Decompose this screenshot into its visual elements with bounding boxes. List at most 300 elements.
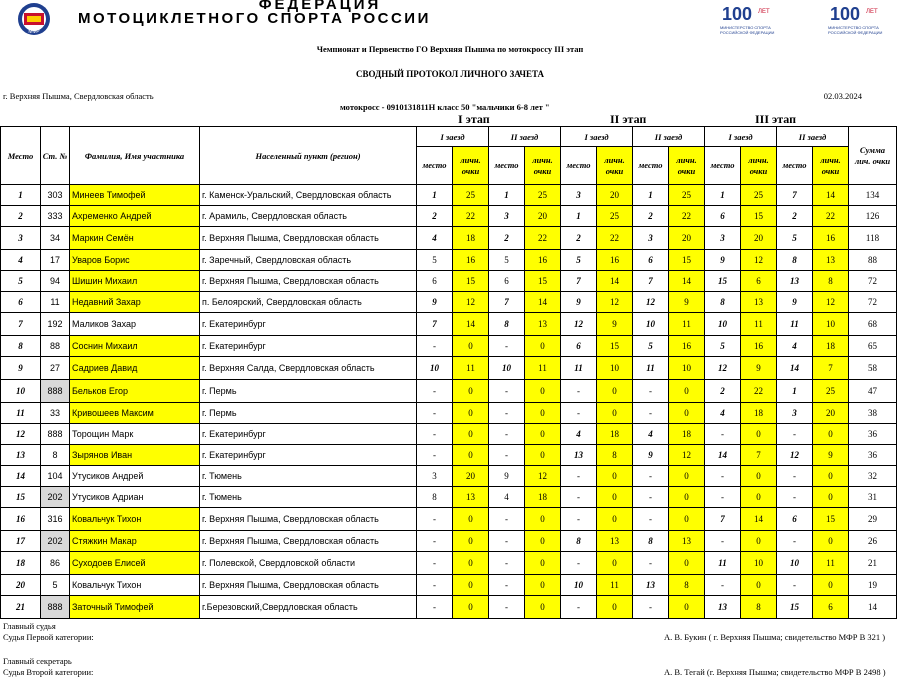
points-cell: 12: [597, 292, 633, 313]
col-name: Фамилия, Имя участника: [70, 127, 200, 185]
race-place-cell: -: [561, 596, 597, 619]
points-cell: 9: [669, 292, 705, 313]
col-s3-race1: I заезд: [705, 127, 777, 147]
points-cell: 15: [525, 271, 561, 292]
name-cell: Садриев Давид: [70, 357, 200, 380]
city-cell: г. Полевской, Свердловской области: [200, 552, 417, 575]
race-place-cell: 2: [633, 206, 669, 227]
table-row: [1, 508, 897, 531]
points-cell: 8: [813, 271, 849, 292]
points-cell: 16: [669, 336, 705, 357]
number-cell: 17: [41, 250, 70, 271]
place-cell: 5: [1, 271, 41, 292]
table-row: [1, 403, 897, 424]
points-cell: 0: [741, 466, 777, 487]
points-cell: 8: [741, 596, 777, 619]
race-place-cell: 12: [561, 313, 597, 336]
place-cell: 11: [1, 403, 41, 424]
race-place-cell: 13: [633, 575, 669, 596]
total-cell: 65: [849, 336, 897, 357]
points-cell: 14: [453, 313, 489, 336]
stage-3-label: III этап: [755, 112, 796, 126]
race-place-cell: -: [489, 552, 525, 575]
name-cell: Заточный Тимофей: [70, 596, 200, 619]
points-cell: 25: [597, 206, 633, 227]
col-place-short: место: [633, 147, 669, 185]
points-cell: 0: [453, 336, 489, 357]
total-cell: 29: [849, 508, 897, 531]
name-cell: Соснин Михаил: [70, 336, 200, 357]
race-place-cell: -: [633, 466, 669, 487]
race-place-cell: -: [417, 552, 453, 575]
total-cell: 19: [849, 575, 897, 596]
race-place-cell: 9: [561, 292, 597, 313]
name-cell: Стяжкин Макар: [70, 531, 200, 552]
race-place-cell: 8: [633, 531, 669, 552]
race-place-cell: -: [417, 531, 453, 552]
points-cell: 9: [813, 445, 849, 466]
number-cell: 27: [41, 357, 70, 380]
points-cell: 18: [525, 487, 561, 508]
points-cell: 0: [525, 424, 561, 445]
race-place-cell: -: [561, 552, 597, 575]
race-place-cell: -: [705, 424, 741, 445]
race-place-cell: -: [489, 596, 525, 619]
race-place-cell: 7: [489, 292, 525, 313]
race-place-cell: 6: [489, 271, 525, 292]
col-place-short: место: [777, 147, 813, 185]
table-row: [1, 575, 897, 596]
race-place-cell: 14: [777, 357, 813, 380]
number-cell: 888: [41, 380, 70, 403]
race-place-cell: 4: [705, 403, 741, 424]
points-cell: 11: [741, 313, 777, 336]
points-cell: 13: [741, 292, 777, 313]
place-cell: 4: [1, 250, 41, 271]
table-row: [1, 531, 897, 552]
points-cell: 8: [597, 445, 633, 466]
number-cell: 192: [41, 313, 70, 336]
points-cell: 0: [525, 596, 561, 619]
points-cell: 12: [669, 445, 705, 466]
place-cell: 3: [1, 227, 41, 250]
city-cell: г. Верхняя Пышма, Свердловская область: [200, 575, 417, 596]
points-cell: 20: [669, 227, 705, 250]
points-cell: 7: [813, 357, 849, 380]
place-cell: 18: [1, 552, 41, 575]
race-place-cell: 1: [489, 185, 525, 206]
table-row: [1, 206, 897, 227]
col-points: личн. очки: [813, 147, 849, 185]
judge-name: А. В. Букин ( г. Верхняя Пышма; свидетельство МФР В 321 ): [664, 632, 886, 642]
race-place-cell: 11: [705, 552, 741, 575]
race-place-cell: -: [489, 336, 525, 357]
city-cell: г. Пермь: [200, 380, 417, 403]
city-cell: г. Верхняя Салда, Свердловская область: [200, 357, 417, 380]
judge-category: Судья Первой категории:: [3, 632, 94, 642]
name-cell: Ковальчук Тихон: [70, 575, 200, 596]
points-cell: 13: [813, 250, 849, 271]
city-cell: г. Екатеринбург: [200, 445, 417, 466]
total-cell: 36: [849, 424, 897, 445]
place-cell: 7: [1, 313, 41, 336]
race-place-cell: 2: [561, 227, 597, 250]
points-cell: 14: [669, 271, 705, 292]
race-place-cell: 1: [561, 206, 597, 227]
total-cell: 68: [849, 313, 897, 336]
table-row: [1, 313, 897, 336]
points-cell: 25: [813, 380, 849, 403]
svg-text:ЛЕТ: ЛЕТ: [758, 9, 770, 15]
race-place-cell: -: [417, 575, 453, 596]
points-cell: 0: [741, 487, 777, 508]
points-cell: 14: [741, 508, 777, 531]
points-cell: 0: [669, 508, 705, 531]
points-cell: 14: [813, 185, 849, 206]
secretary-name: А. В. Тегай (г. Верхняя Пышма; свидетельство МФР В 2498 ): [664, 667, 886, 677]
race-place-cell: -: [777, 575, 813, 596]
race-place-cell: -: [489, 445, 525, 466]
points-cell: 11: [453, 357, 489, 380]
race-place-cell: 4: [417, 227, 453, 250]
points-cell: 0: [813, 487, 849, 508]
number-cell: 34: [41, 227, 70, 250]
place-cell: 14: [1, 466, 41, 487]
race-place-cell: -: [489, 531, 525, 552]
points-cell: 10: [741, 552, 777, 575]
race-place-cell: 12: [633, 292, 669, 313]
race-place-cell: 9: [705, 250, 741, 271]
race-place-cell: 2: [777, 206, 813, 227]
points-cell: 11: [597, 575, 633, 596]
event-location: г. Верхняя Пышма, Свердловская область: [3, 91, 154, 101]
points-cell: 0: [525, 552, 561, 575]
svg-text:100: 100: [830, 4, 861, 24]
points-cell: 22: [453, 206, 489, 227]
col-points: личн. очки: [525, 147, 561, 185]
race-place-cell: 3: [489, 206, 525, 227]
points-cell: 11: [669, 313, 705, 336]
race-place-cell: -: [417, 508, 453, 531]
total-cell: 118: [849, 227, 897, 250]
name-cell: Суходоев Елисей: [70, 552, 200, 575]
points-cell: 22: [525, 227, 561, 250]
table-row: [1, 424, 897, 445]
points-cell: 6: [741, 271, 777, 292]
city-cell: г. Екатеринбург: [200, 313, 417, 336]
race-place-cell: 8: [777, 250, 813, 271]
city-cell: г. Верхняя Пышма, Свердловская область: [200, 227, 417, 250]
points-cell: 0: [597, 596, 633, 619]
race-place-cell: 6: [705, 206, 741, 227]
race-place-cell: 8: [417, 487, 453, 508]
race-place-cell: 10: [633, 313, 669, 336]
race-place-cell: 5: [489, 250, 525, 271]
points-cell: 18: [741, 403, 777, 424]
col-points: личн. очки: [741, 147, 777, 185]
table-row: [1, 185, 897, 206]
race-place-cell: 11: [561, 357, 597, 380]
points-cell: 11: [525, 357, 561, 380]
race-place-cell: 2: [417, 206, 453, 227]
race-place-cell: 2: [705, 380, 741, 403]
place-cell: 16: [1, 508, 41, 531]
name-cell: Минеев Тимофей: [70, 185, 200, 206]
points-cell: 0: [453, 575, 489, 596]
race-place-cell: -: [561, 487, 597, 508]
number-cell: 104: [41, 466, 70, 487]
city-cell: г. Каменск-Уральский, Свердловская область: [200, 185, 417, 206]
points-cell: 0: [813, 531, 849, 552]
race-place-cell: 13: [561, 445, 597, 466]
svg-text:РОССИЙСКОЙ ФЕДЕРАЦИИ: РОССИЙСКОЙ ФЕДЕРАЦИИ: [720, 30, 775, 35]
points-cell: 0: [597, 487, 633, 508]
points-cell: 13: [525, 313, 561, 336]
city-cell: г.Березовский,Свердловская область: [200, 596, 417, 619]
table-row: [1, 271, 897, 292]
race-place-cell: 10: [777, 552, 813, 575]
table-row: [1, 380, 897, 403]
number-cell: 33: [41, 403, 70, 424]
city-cell: г. Тюмень: [200, 487, 417, 508]
points-cell: 18: [669, 424, 705, 445]
col-city: Населенный пункт (регион): [200, 127, 417, 185]
name-cell: Торощин Марк: [70, 424, 200, 445]
points-cell: 0: [453, 403, 489, 424]
name-cell: Зырянов Иван: [70, 445, 200, 466]
total-cell: 47: [849, 380, 897, 403]
number-cell: 888: [41, 424, 70, 445]
race-place-cell: 9: [417, 292, 453, 313]
race-place-cell: 6: [561, 336, 597, 357]
name-cell: Ковальчук Тихон: [70, 508, 200, 531]
race-place-cell: -: [489, 403, 525, 424]
points-cell: 15: [669, 250, 705, 271]
place-cell: 21: [1, 596, 41, 619]
city-cell: г. Верхняя Пышма, Свердловская область: [200, 271, 417, 292]
race-place-cell: 10: [417, 357, 453, 380]
race-place-cell: 13: [705, 596, 741, 619]
points-cell: 0: [525, 531, 561, 552]
race-place-cell: 9: [633, 445, 669, 466]
col-place-short: место: [417, 147, 453, 185]
total-cell: 126: [849, 206, 897, 227]
total-cell: 38: [849, 403, 897, 424]
table-row: [1, 227, 897, 250]
place-cell: 10: [1, 380, 41, 403]
points-cell: 14: [525, 292, 561, 313]
number-cell: 202: [41, 487, 70, 508]
event-date: 02.03.2024: [823, 91, 862, 101]
points-cell: 16: [741, 336, 777, 357]
championship-title: Чемпионат и Первенство ГО Верхняя Пышма по мотокроссу III этап: [316, 44, 584, 54]
race-place-cell: -: [489, 380, 525, 403]
place-cell: 9: [1, 357, 41, 380]
points-cell: 22: [669, 206, 705, 227]
race-place-cell: -: [417, 596, 453, 619]
total-cell: 72: [849, 271, 897, 292]
number-cell: 8: [41, 445, 70, 466]
points-cell: 20: [813, 403, 849, 424]
points-cell: 25: [669, 185, 705, 206]
number-cell: 303: [41, 185, 70, 206]
race-place-cell: 8: [705, 292, 741, 313]
race-place-cell: 10: [561, 575, 597, 596]
points-cell: 20: [525, 206, 561, 227]
race-place-cell: -: [417, 336, 453, 357]
place-cell: 17: [1, 531, 41, 552]
svg-text:МИНИСТЕРСТВО СПОРТА: МИНИСТЕРСТВО СПОРТА: [828, 25, 879, 30]
race-place-cell: 1: [705, 185, 741, 206]
points-cell: 0: [597, 552, 633, 575]
points-cell: 0: [741, 424, 777, 445]
col-place-short: место: [489, 147, 525, 185]
city-cell: г. Екатеринбург: [200, 336, 417, 357]
svg-text:МФР: МФР: [28, 29, 40, 35]
points-cell: 0: [525, 575, 561, 596]
points-cell: 0: [669, 552, 705, 575]
col-points: личн. очки: [669, 147, 705, 185]
points-cell: 14: [597, 271, 633, 292]
points-cell: 7: [741, 445, 777, 466]
number-cell: 333: [41, 206, 70, 227]
points-cell: 6: [813, 596, 849, 619]
points-cell: 0: [453, 552, 489, 575]
race-place-cell: 4: [561, 424, 597, 445]
race-place-cell: -: [777, 424, 813, 445]
place-cell: 2: [1, 206, 41, 227]
points-cell: 0: [813, 575, 849, 596]
points-cell: 0: [597, 508, 633, 531]
race-place-cell: -: [705, 531, 741, 552]
race-place-cell: 3: [417, 466, 453, 487]
race-place-cell: -: [633, 508, 669, 531]
ministry-100-logo: [718, 2, 788, 36]
race-place-cell: 6: [777, 508, 813, 531]
points-cell: 0: [453, 531, 489, 552]
race-place-cell: 8: [561, 531, 597, 552]
race-place-cell: -: [777, 487, 813, 508]
table-row: [1, 357, 897, 380]
stage-1-label: I этап: [458, 112, 490, 126]
points-cell: 0: [597, 403, 633, 424]
race-place-cell: 5: [705, 336, 741, 357]
points-cell: 16: [525, 250, 561, 271]
place-cell: 15: [1, 487, 41, 508]
points-cell: 0: [669, 466, 705, 487]
race-place-cell: -: [633, 487, 669, 508]
name-cell: Маликов Захар: [70, 313, 200, 336]
points-cell: 0: [525, 508, 561, 531]
col-points: личн. очки: [453, 147, 489, 185]
city-cell: г. Екатеринбург: [200, 424, 417, 445]
race-place-cell: 1: [633, 185, 669, 206]
points-cell: 13: [597, 531, 633, 552]
points-cell: 20: [453, 466, 489, 487]
points-cell: 0: [669, 596, 705, 619]
name-cell: Ахременко Андрей: [70, 206, 200, 227]
points-cell: 12: [741, 250, 777, 271]
protocol-title: СВОДНЫЙ ПРОТОКОЛ ЛИЧНОГО ЗАЧЕТА: [355, 69, 545, 79]
table-row: [1, 552, 897, 575]
points-cell: 9: [597, 313, 633, 336]
discipline-class: мотокросс - 0910131811Н класс 50 "мальчики 6-8 лет ": [340, 102, 550, 112]
race-place-cell: -: [777, 531, 813, 552]
race-place-cell: 7: [777, 185, 813, 206]
points-cell: 25: [525, 185, 561, 206]
city-cell: г. Верхняя Пышма, Свердловская область: [200, 531, 417, 552]
points-cell: 0: [453, 380, 489, 403]
race-place-cell: 11: [777, 313, 813, 336]
col-place-short: место: [561, 147, 597, 185]
name-cell: Недавний Захар: [70, 292, 200, 313]
total-cell: 36: [849, 445, 897, 466]
points-cell: 16: [597, 250, 633, 271]
points-cell: 18: [813, 336, 849, 357]
col-s3-race2: II заезд: [777, 127, 849, 147]
secretary-title: Главный секретарь: [3, 656, 72, 666]
points-cell: 22: [741, 380, 777, 403]
points-cell: 0: [813, 424, 849, 445]
race-place-cell: 3: [705, 227, 741, 250]
total-cell: 72: [849, 292, 897, 313]
stage-2-label: II этап: [610, 112, 647, 126]
race-place-cell: 7: [417, 313, 453, 336]
race-place-cell: -: [633, 380, 669, 403]
points-cell: 12: [813, 292, 849, 313]
points-cell: 12: [453, 292, 489, 313]
points-cell: 0: [813, 466, 849, 487]
col-number: Ст. №: [41, 127, 70, 185]
points-cell: 0: [669, 403, 705, 424]
race-place-cell: -: [417, 445, 453, 466]
race-place-cell: 15: [777, 596, 813, 619]
race-place-cell: -: [489, 575, 525, 596]
name-cell: Уваров Борис: [70, 250, 200, 271]
points-cell: 0: [453, 445, 489, 466]
points-cell: 10: [597, 357, 633, 380]
points-cell: 9: [741, 357, 777, 380]
points-cell: 15: [813, 508, 849, 531]
points-cell: 16: [453, 250, 489, 271]
total-cell: 32: [849, 466, 897, 487]
points-cell: 0: [741, 575, 777, 596]
col-total: Сумма лич. очки: [849, 127, 897, 185]
points-cell: 0: [597, 380, 633, 403]
race-place-cell: -: [561, 380, 597, 403]
race-place-cell: 12: [705, 357, 741, 380]
race-place-cell: 9: [489, 466, 525, 487]
race-place-cell: 1: [777, 380, 813, 403]
number-cell: 316: [41, 508, 70, 531]
points-cell: 0: [453, 424, 489, 445]
name-cell: Бельков Егор: [70, 380, 200, 403]
place-cell: 20: [1, 575, 41, 596]
table-row: [1, 445, 897, 466]
points-cell: 15: [741, 206, 777, 227]
table-row: [1, 250, 897, 271]
points-cell: 8: [669, 575, 705, 596]
city-cell: г. Тюмень: [200, 466, 417, 487]
ministry-100-logo-2: [826, 2, 896, 36]
race-place-cell: 11: [633, 357, 669, 380]
place-cell: 1: [1, 185, 41, 206]
points-cell: 0: [525, 336, 561, 357]
name-cell: Кривошеев Максим: [70, 403, 200, 424]
federation-title-line1: ФЕДЕРАЦИЯ: [258, 0, 382, 13]
total-cell: 26: [849, 531, 897, 552]
race-place-cell: 10: [489, 357, 525, 380]
